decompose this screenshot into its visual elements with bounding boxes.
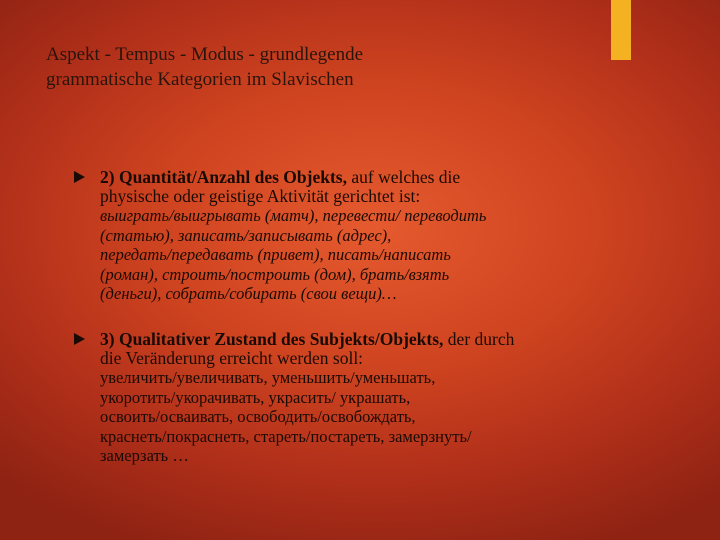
title-line: Aspekt - Tempus - Modus - grundlegende xyxy=(46,44,364,65)
bullet-arrow-icon xyxy=(74,171,85,183)
bullet-subheading: die Veränderung erreicht werden soll: xyxy=(100,348,364,368)
bullet-heading xyxy=(100,168,634,187)
slide-title xyxy=(46,42,586,92)
example-line: замерзать … xyxy=(100,446,189,465)
example-line: (статью), записать/записывать (адрес), xyxy=(100,225,392,245)
bullet-heading xyxy=(100,330,634,349)
bullet-examples xyxy=(100,206,634,304)
example-line: передать/передавать (привет), писать/написать xyxy=(100,245,451,264)
example-line: (деньги), собрать/собирать (свои вещи)… xyxy=(100,284,397,303)
bullet-heading-rest: der durch xyxy=(443,329,515,349)
bullet-subheading: physische oder geistige Aktivität gerichtet ist: xyxy=(100,186,421,206)
title-line: grammatische Kategorien im Slavischen xyxy=(46,69,354,90)
bullet-quantity xyxy=(74,168,634,304)
example-line: увеличить/увеличивать, уменьшить/уменьшать, xyxy=(100,368,436,387)
example-line: (роман), строить/построить (дом), брать/взять xyxy=(100,264,450,284)
example-line: выиграть/выигрывать (матч), перевести/ переводить xyxy=(100,206,487,225)
bullet-arrow-icon xyxy=(74,333,85,345)
example-line: освоить/осваивать, освободить/освобождать, xyxy=(100,407,416,426)
bullet-heading-rest: auf welches die xyxy=(346,167,461,187)
accent-bar xyxy=(611,0,631,60)
bullet-heading-bold: 2) Quantität/Anzahl des Objekts, xyxy=(100,167,347,187)
example-line: укоротить/укорачивать, украсить/ украшать, xyxy=(100,387,411,407)
bullet-heading-bold: 3) Qualitativer Zustand des Subjekts/Objekts, xyxy=(100,329,444,349)
bullet-quality xyxy=(74,330,634,466)
example-line: краснеть/покраснеть, стареть/постареть, замерзнуть/ xyxy=(100,426,472,446)
bullet-examples xyxy=(100,368,634,466)
